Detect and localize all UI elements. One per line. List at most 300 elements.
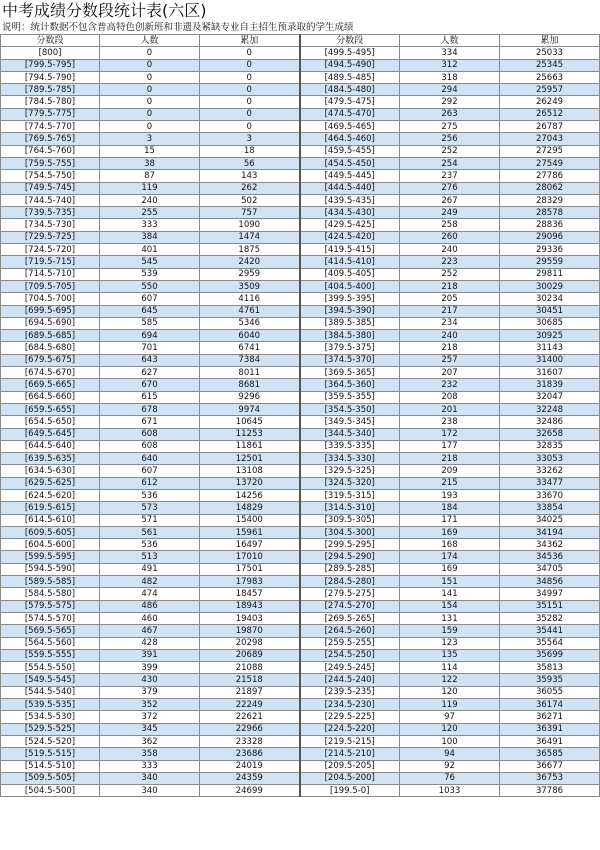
cell-cumulative-right: 29336	[500, 244, 600, 256]
cell-cumulative-left: 0	[200, 59, 300, 71]
cell-count-right: 94	[400, 748, 500, 760]
cell-cumulative-left: 2420	[200, 256, 300, 268]
cell-score-range-right: [399.5-395]	[300, 293, 400, 305]
cell-count-right: 100	[400, 735, 500, 747]
cell-cumulative-left: 0	[200, 96, 300, 108]
cell-cumulative-right: 31400	[500, 354, 600, 366]
cell-score-range-left: [709.5-705]	[1, 280, 100, 292]
cell-count-right: 294	[400, 84, 500, 96]
cell-score-range-left: [644.5-640]	[1, 440, 100, 452]
cell-count-left: 482	[100, 576, 200, 588]
cell-cumulative-right: 25663	[500, 71, 600, 83]
cell-count-left: 38	[100, 157, 200, 169]
cell-score-range-right: [269.5-265]	[300, 612, 400, 624]
cell-cumulative-left: 4761	[200, 305, 300, 317]
cell-score-range-right: [444.5-440]	[300, 182, 400, 194]
cell-cumulative-left: 6040	[200, 330, 300, 342]
cell-score-range-right: [409.5-405]	[300, 268, 400, 280]
table-row	[1, 735, 600, 747]
table-row	[1, 330, 600, 342]
page-title: 中考成绩分数段统计表(六区)	[2, 1, 207, 20]
cell-count-left: 608	[100, 428, 200, 440]
cell-score-range-left: [794.5-790]	[1, 71, 100, 83]
cell-count-left: 240	[100, 194, 200, 206]
table-row	[1, 563, 600, 575]
cell-count-right: 120	[400, 686, 500, 698]
cell-score-range-left: [554.5-550]	[1, 662, 100, 674]
cell-score-range-right: [424.5-420]	[300, 231, 400, 243]
cell-score-range-left: [764.5-760]	[1, 145, 100, 157]
cell-score-range-left: [784.5-780]	[1, 96, 100, 108]
table-row	[1, 219, 600, 231]
cell-count-left: 545	[100, 256, 200, 268]
cell-score-range-left: [574.5-570]	[1, 612, 100, 624]
cell-score-range-right: [229.5-225]	[300, 711, 400, 723]
cell-cumulative-right: 32047	[500, 391, 600, 403]
cell-score-range-left: [729.5-725]	[1, 231, 100, 243]
cell-count-right: 267	[400, 194, 500, 206]
cell-score-range-right: [474.5-470]	[300, 108, 400, 120]
cell-count-left: 352	[100, 699, 200, 711]
cell-score-range-left: [519.5-515]	[1, 748, 100, 760]
cell-count-left: 87	[100, 170, 200, 182]
cell-count-left: 358	[100, 748, 200, 760]
cell-cumulative-left: 3	[200, 133, 300, 145]
cell-count-left: 333	[100, 760, 200, 772]
cell-count-right: 232	[400, 379, 500, 391]
cell-count-left: 585	[100, 317, 200, 329]
table-row	[1, 145, 600, 157]
cell-cumulative-left: 5346	[200, 317, 300, 329]
cell-count-left: 571	[100, 514, 200, 526]
cell-count-right: 205	[400, 293, 500, 305]
cell-score-range-left: [739.5-735]	[1, 207, 100, 219]
table-row	[1, 416, 600, 428]
cell-cumulative-right: 27295	[500, 145, 600, 157]
table-row	[1, 71, 600, 83]
cell-score-range-left: [524.5-520]	[1, 735, 100, 747]
cell-score-range-left: [584.5-580]	[1, 588, 100, 600]
cell-cumulative-right: 36174	[500, 699, 600, 711]
table-row	[1, 600, 600, 612]
cell-count-right: 252	[400, 268, 500, 280]
cell-cumulative-left: 18457	[200, 588, 300, 600]
cell-count-left: 643	[100, 354, 200, 366]
cell-cumulative-left: 0	[200, 47, 300, 59]
cell-score-range-right: [289.5-285]	[300, 563, 400, 575]
cell-score-range-left: [659.5-655]	[1, 403, 100, 415]
cell-cumulative-right: 33670	[500, 489, 600, 501]
cell-cumulative-left: 9296	[200, 391, 300, 403]
cell-cumulative-right: 32486	[500, 416, 600, 428]
cell-score-range-left: [544.5-540]	[1, 686, 100, 698]
cell-cumulative-right: 36753	[500, 772, 600, 784]
cell-score-range-right: [314.5-310]	[300, 502, 400, 514]
cell-cumulative-left: 11253	[200, 428, 300, 440]
cell-count-right: 120	[400, 723, 500, 735]
cell-score-range-right: [319.5-315]	[300, 489, 400, 501]
cell-score-range-left: [779.5-775]	[1, 108, 100, 120]
cell-count-left: 550	[100, 280, 200, 292]
cell-score-range-left: [744.5-740]	[1, 194, 100, 206]
table-row	[1, 354, 600, 366]
cell-cumulative-right: 34997	[500, 588, 600, 600]
cell-cumulative-right: 25033	[500, 47, 600, 59]
cell-cumulative-left: 0	[200, 121, 300, 133]
cell-cumulative-right: 30925	[500, 330, 600, 342]
cell-cumulative-right: 25345	[500, 59, 600, 71]
cell-count-right: 258	[400, 219, 500, 231]
table-row	[1, 317, 600, 329]
cell-cumulative-left: 17010	[200, 551, 300, 563]
cell-cumulative-left: 15400	[200, 514, 300, 526]
cell-score-range-left: [509.5-505]	[1, 772, 100, 784]
cell-cumulative-left: 6741	[200, 342, 300, 354]
table-row	[1, 551, 600, 563]
cell-score-range-left: [699.5-695]	[1, 305, 100, 317]
cell-count-right: 119	[400, 699, 500, 711]
cell-cumulative-right: 28062	[500, 182, 600, 194]
cell-cumulative-left: 17501	[200, 563, 300, 575]
cell-count-right: 223	[400, 256, 500, 268]
cell-score-range-left: [694.5-690]	[1, 317, 100, 329]
cell-cumulative-right: 34856	[500, 576, 600, 588]
cell-count-right: 201	[400, 403, 500, 415]
cell-count-left: 15	[100, 145, 200, 157]
cell-cumulative-right: 29096	[500, 231, 600, 243]
cell-count-right: 92	[400, 760, 500, 772]
cell-cumulative-right: 36271	[500, 711, 600, 723]
cell-score-range-right: [384.5-380]	[300, 330, 400, 342]
cell-cumulative-left: 4116	[200, 293, 300, 305]
table-row	[1, 280, 600, 292]
cell-score-range-left: [800]	[1, 47, 100, 59]
cell-cumulative-left: 19403	[200, 612, 300, 624]
cell-count-left: 0	[100, 71, 200, 83]
cell-cumulative-right: 35282	[500, 612, 600, 624]
cell-cumulative-right: 29811	[500, 268, 600, 280]
table-header-row	[1, 35, 600, 47]
header-count-left: 人数	[100, 35, 200, 47]
cell-score-range-left: [754.5-750]	[1, 170, 100, 182]
cell-cumulative-left: 24359	[200, 772, 300, 784]
cell-cumulative-right: 31143	[500, 342, 600, 354]
table-row	[1, 231, 600, 243]
cell-count-left: 0	[100, 47, 200, 59]
cell-count-right: 174	[400, 551, 500, 563]
cell-score-range-right: [309.5-305]	[300, 514, 400, 526]
cell-score-range-right: [329.5-325]	[300, 465, 400, 477]
table-row	[1, 194, 600, 206]
cell-score-range-left: [614.5-610]	[1, 514, 100, 526]
table-row	[1, 108, 600, 120]
cell-count-right: 276	[400, 182, 500, 194]
cell-count-left: 428	[100, 637, 200, 649]
cell-score-range-left: [774.5-770]	[1, 121, 100, 133]
table-row	[1, 391, 600, 403]
cell-score-range-right: [394.5-390]	[300, 305, 400, 317]
cell-cumulative-left: 1090	[200, 219, 300, 231]
header-score-range-left: 分数段	[1, 35, 100, 47]
cell-count-right: 249	[400, 207, 500, 219]
cell-count-left: 0	[100, 96, 200, 108]
cell-score-range-left: [609.5-605]	[1, 526, 100, 538]
cell-count-right: 209	[400, 465, 500, 477]
cell-count-left: 460	[100, 612, 200, 624]
table-row	[1, 723, 600, 735]
table-row	[1, 477, 600, 489]
cell-cumulative-left: 9974	[200, 403, 300, 415]
cell-count-right: 184	[400, 502, 500, 514]
cell-cumulative-left: 3509	[200, 280, 300, 292]
cell-count-right: 318	[400, 71, 500, 83]
cell-score-range-right: [214.5-210]	[300, 748, 400, 760]
cell-score-range-left: [724.5-720]	[1, 244, 100, 256]
table-row	[1, 59, 600, 71]
cell-score-range-left: [539.5-535]	[1, 699, 100, 711]
cell-cumulative-right: 35441	[500, 625, 600, 637]
cell-cumulative-right: 30234	[500, 293, 600, 305]
cell-count-left: 678	[100, 403, 200, 415]
cell-count-left: 340	[100, 772, 200, 784]
cell-score-range-left: [594.5-590]	[1, 563, 100, 575]
cell-cumulative-left: 15961	[200, 526, 300, 538]
cell-score-range-left: [654.5-650]	[1, 416, 100, 428]
cell-cumulative-right: 33477	[500, 477, 600, 489]
cell-cumulative-left: 56	[200, 157, 300, 169]
table-row	[1, 379, 600, 391]
cell-cumulative-right: 33262	[500, 465, 600, 477]
cell-count-left: 255	[100, 207, 200, 219]
cell-cumulative-right: 28836	[500, 219, 600, 231]
cell-score-range-left: [704.5-700]	[1, 293, 100, 305]
cell-score-range-right: [209.5-205]	[300, 760, 400, 772]
cell-cumulative-left: 18943	[200, 600, 300, 612]
cell-count-right: 1033	[400, 785, 500, 797]
cell-count-right: 151	[400, 576, 500, 588]
cell-cumulative-right: 27043	[500, 133, 600, 145]
cell-cumulative-left: 8681	[200, 379, 300, 391]
cell-cumulative-right: 32248	[500, 403, 600, 415]
cell-cumulative-right: 31607	[500, 367, 600, 379]
cell-count-left: 384	[100, 231, 200, 243]
cell-score-range-right: [304.5-300]	[300, 526, 400, 538]
cell-score-range-right: [464.5-460]	[300, 133, 400, 145]
cell-count-left: 627	[100, 367, 200, 379]
cell-count-right: 114	[400, 662, 500, 674]
table-row	[1, 772, 600, 784]
table-row	[1, 403, 600, 415]
cell-count-left: 0	[100, 59, 200, 71]
table-row	[1, 84, 600, 96]
cell-score-range-left: [599.5-595]	[1, 551, 100, 563]
cell-score-range-left: [559.5-555]	[1, 649, 100, 661]
cell-count-right: 292	[400, 96, 500, 108]
cell-cumulative-right: 36391	[500, 723, 600, 735]
cell-score-range-left: [504.5-500]	[1, 785, 100, 797]
table-row	[1, 612, 600, 624]
cell-count-left: 513	[100, 551, 200, 563]
cell-cumulative-left: 0	[200, 108, 300, 120]
cell-score-range-right: [364.5-360]	[300, 379, 400, 391]
cell-count-right: 97	[400, 711, 500, 723]
cell-score-range-right: [494.5-490]	[300, 59, 400, 71]
cell-score-range-right: [234.5-230]	[300, 699, 400, 711]
cell-count-right: 334	[400, 47, 500, 59]
cell-cumulative-left: 757	[200, 207, 300, 219]
cell-count-left: 362	[100, 735, 200, 747]
cell-cumulative-left: 23328	[200, 735, 300, 747]
cell-score-range-right: [344.5-340]	[300, 428, 400, 440]
cell-count-left: 694	[100, 330, 200, 342]
cell-count-left: 561	[100, 526, 200, 538]
cell-cumulative-right: 30029	[500, 280, 600, 292]
table-row	[1, 748, 600, 760]
cell-cumulative-left: 20298	[200, 637, 300, 649]
header-cumulative-left: 累加	[200, 35, 300, 47]
cell-count-right: 234	[400, 317, 500, 329]
table-row	[1, 96, 600, 108]
cell-count-right: 154	[400, 600, 500, 612]
cell-cumulative-left: 23686	[200, 748, 300, 760]
cell-cumulative-left: 16497	[200, 539, 300, 551]
table-row	[1, 157, 600, 169]
cell-cumulative-right: 34705	[500, 563, 600, 575]
table-row	[1, 207, 600, 219]
cell-score-range-right: [374.5-370]	[300, 354, 400, 366]
table-row	[1, 662, 600, 674]
cell-cumulative-left: 19870	[200, 625, 300, 637]
table-row	[1, 47, 600, 59]
cell-count-left: 607	[100, 465, 200, 477]
cell-score-range-right: [484.5-480]	[300, 84, 400, 96]
cell-count-left: 645	[100, 305, 200, 317]
cell-count-left: 474	[100, 588, 200, 600]
cell-count-left: 333	[100, 219, 200, 231]
cell-cumulative-left: 14256	[200, 489, 300, 501]
cell-count-right: 238	[400, 416, 500, 428]
cell-score-range-left: [529.5-525]	[1, 723, 100, 735]
cell-score-range-right: [414.5-410]	[300, 256, 400, 268]
cell-score-range-right: [339.5-335]	[300, 440, 400, 452]
header-count-right: 人数	[400, 35, 500, 47]
cell-count-left: 340	[100, 785, 200, 797]
cell-count-right: 193	[400, 489, 500, 501]
cell-count-left: 486	[100, 600, 200, 612]
cell-count-right: 123	[400, 637, 500, 649]
cell-score-range-right: [349.5-345]	[300, 416, 400, 428]
cell-count-right: 208	[400, 391, 500, 403]
cell-cumulative-left: 1474	[200, 231, 300, 243]
cell-score-range-left: [719.5-715]	[1, 256, 100, 268]
cell-score-range-left: [534.5-530]	[1, 711, 100, 723]
cell-cumulative-left: 22966	[200, 723, 300, 735]
table-row	[1, 489, 600, 501]
table-row	[1, 244, 600, 256]
cell-count-right: 260	[400, 231, 500, 243]
cell-score-range-right: [284.5-280]	[300, 576, 400, 588]
table-row	[1, 699, 600, 711]
cell-count-left: 670	[100, 379, 200, 391]
cell-score-range-left: [749.5-745]	[1, 182, 100, 194]
cell-cumulative-right: 27786	[500, 170, 600, 182]
cell-count-right: 218	[400, 342, 500, 354]
cell-cumulative-left: 21088	[200, 662, 300, 674]
cell-cumulative-right: 36677	[500, 760, 600, 772]
cell-score-range-right: [244.5-240]	[300, 674, 400, 686]
cell-cumulative-right: 30451	[500, 305, 600, 317]
cell-cumulative-left: 1875	[200, 244, 300, 256]
cell-count-right: 217	[400, 305, 500, 317]
cell-cumulative-right: 33053	[500, 453, 600, 465]
cell-score-range-left: [629.5-625]	[1, 477, 100, 489]
cell-count-left: 430	[100, 674, 200, 686]
cell-cumulative-right: 25957	[500, 84, 600, 96]
table-row	[1, 133, 600, 145]
cell-score-range-left: [799.5-795]	[1, 59, 100, 71]
cell-count-left: 640	[100, 453, 200, 465]
cell-count-right: 240	[400, 244, 500, 256]
cell-count-left: 573	[100, 502, 200, 514]
cell-score-range-right: [489.5-485]	[300, 71, 400, 83]
table-row	[1, 502, 600, 514]
cell-score-range-left: [569.5-565]	[1, 625, 100, 637]
cell-cumulative-right: 34362	[500, 539, 600, 551]
cell-score-range-left: [634.5-630]	[1, 465, 100, 477]
cell-score-range-right: [459.5-455]	[300, 145, 400, 157]
cell-score-range-left: [669.5-665]	[1, 379, 100, 391]
table-row	[1, 785, 600, 797]
cell-score-range-right: [404.5-400]	[300, 280, 400, 292]
cell-cumulative-right: 28329	[500, 194, 600, 206]
cell-count-right: 215	[400, 477, 500, 489]
cell-score-range-left: [514.5-510]	[1, 760, 100, 772]
table-row	[1, 539, 600, 551]
cell-score-range-left: [549.5-545]	[1, 674, 100, 686]
cell-score-range-left: [769.5-765]	[1, 133, 100, 145]
cell-score-range-left: [564.5-560]	[1, 637, 100, 649]
cell-score-range-right: [259.5-255]	[300, 637, 400, 649]
cell-score-range-right: [449.5-445]	[300, 170, 400, 182]
cell-count-right: 169	[400, 526, 500, 538]
cell-cumulative-left: 21518	[200, 674, 300, 686]
cell-count-left: 536	[100, 539, 200, 551]
cell-score-range-right: [419.5-415]	[300, 244, 400, 256]
cell-score-range-right: [434.5-430]	[300, 207, 400, 219]
cell-cumulative-right: 34536	[500, 551, 600, 563]
cell-count-right: 177	[400, 440, 500, 452]
cell-count-right: 218	[400, 280, 500, 292]
cell-score-range-left: [679.5-675]	[1, 354, 100, 366]
cell-cumulative-left: 18	[200, 145, 300, 157]
cell-cumulative-left: 10645	[200, 416, 300, 428]
cell-count-right: 237	[400, 170, 500, 182]
cell-score-range-left: [689.5-685]	[1, 330, 100, 342]
cell-cumulative-right: 35699	[500, 649, 600, 661]
cell-cumulative-right: 26249	[500, 96, 600, 108]
cell-cumulative-right: 36585	[500, 748, 600, 760]
cell-cumulative-right: 30685	[500, 317, 600, 329]
table-row	[1, 182, 600, 194]
cell-count-left: 612	[100, 477, 200, 489]
cell-cumulative-right: 29559	[500, 256, 600, 268]
cell-score-range-right: [224.5-220]	[300, 723, 400, 735]
table-row	[1, 170, 600, 182]
cell-count-left: 536	[100, 489, 200, 501]
cell-cumulative-left: 21897	[200, 686, 300, 698]
table-row	[1, 305, 600, 317]
cell-count-left: 607	[100, 293, 200, 305]
